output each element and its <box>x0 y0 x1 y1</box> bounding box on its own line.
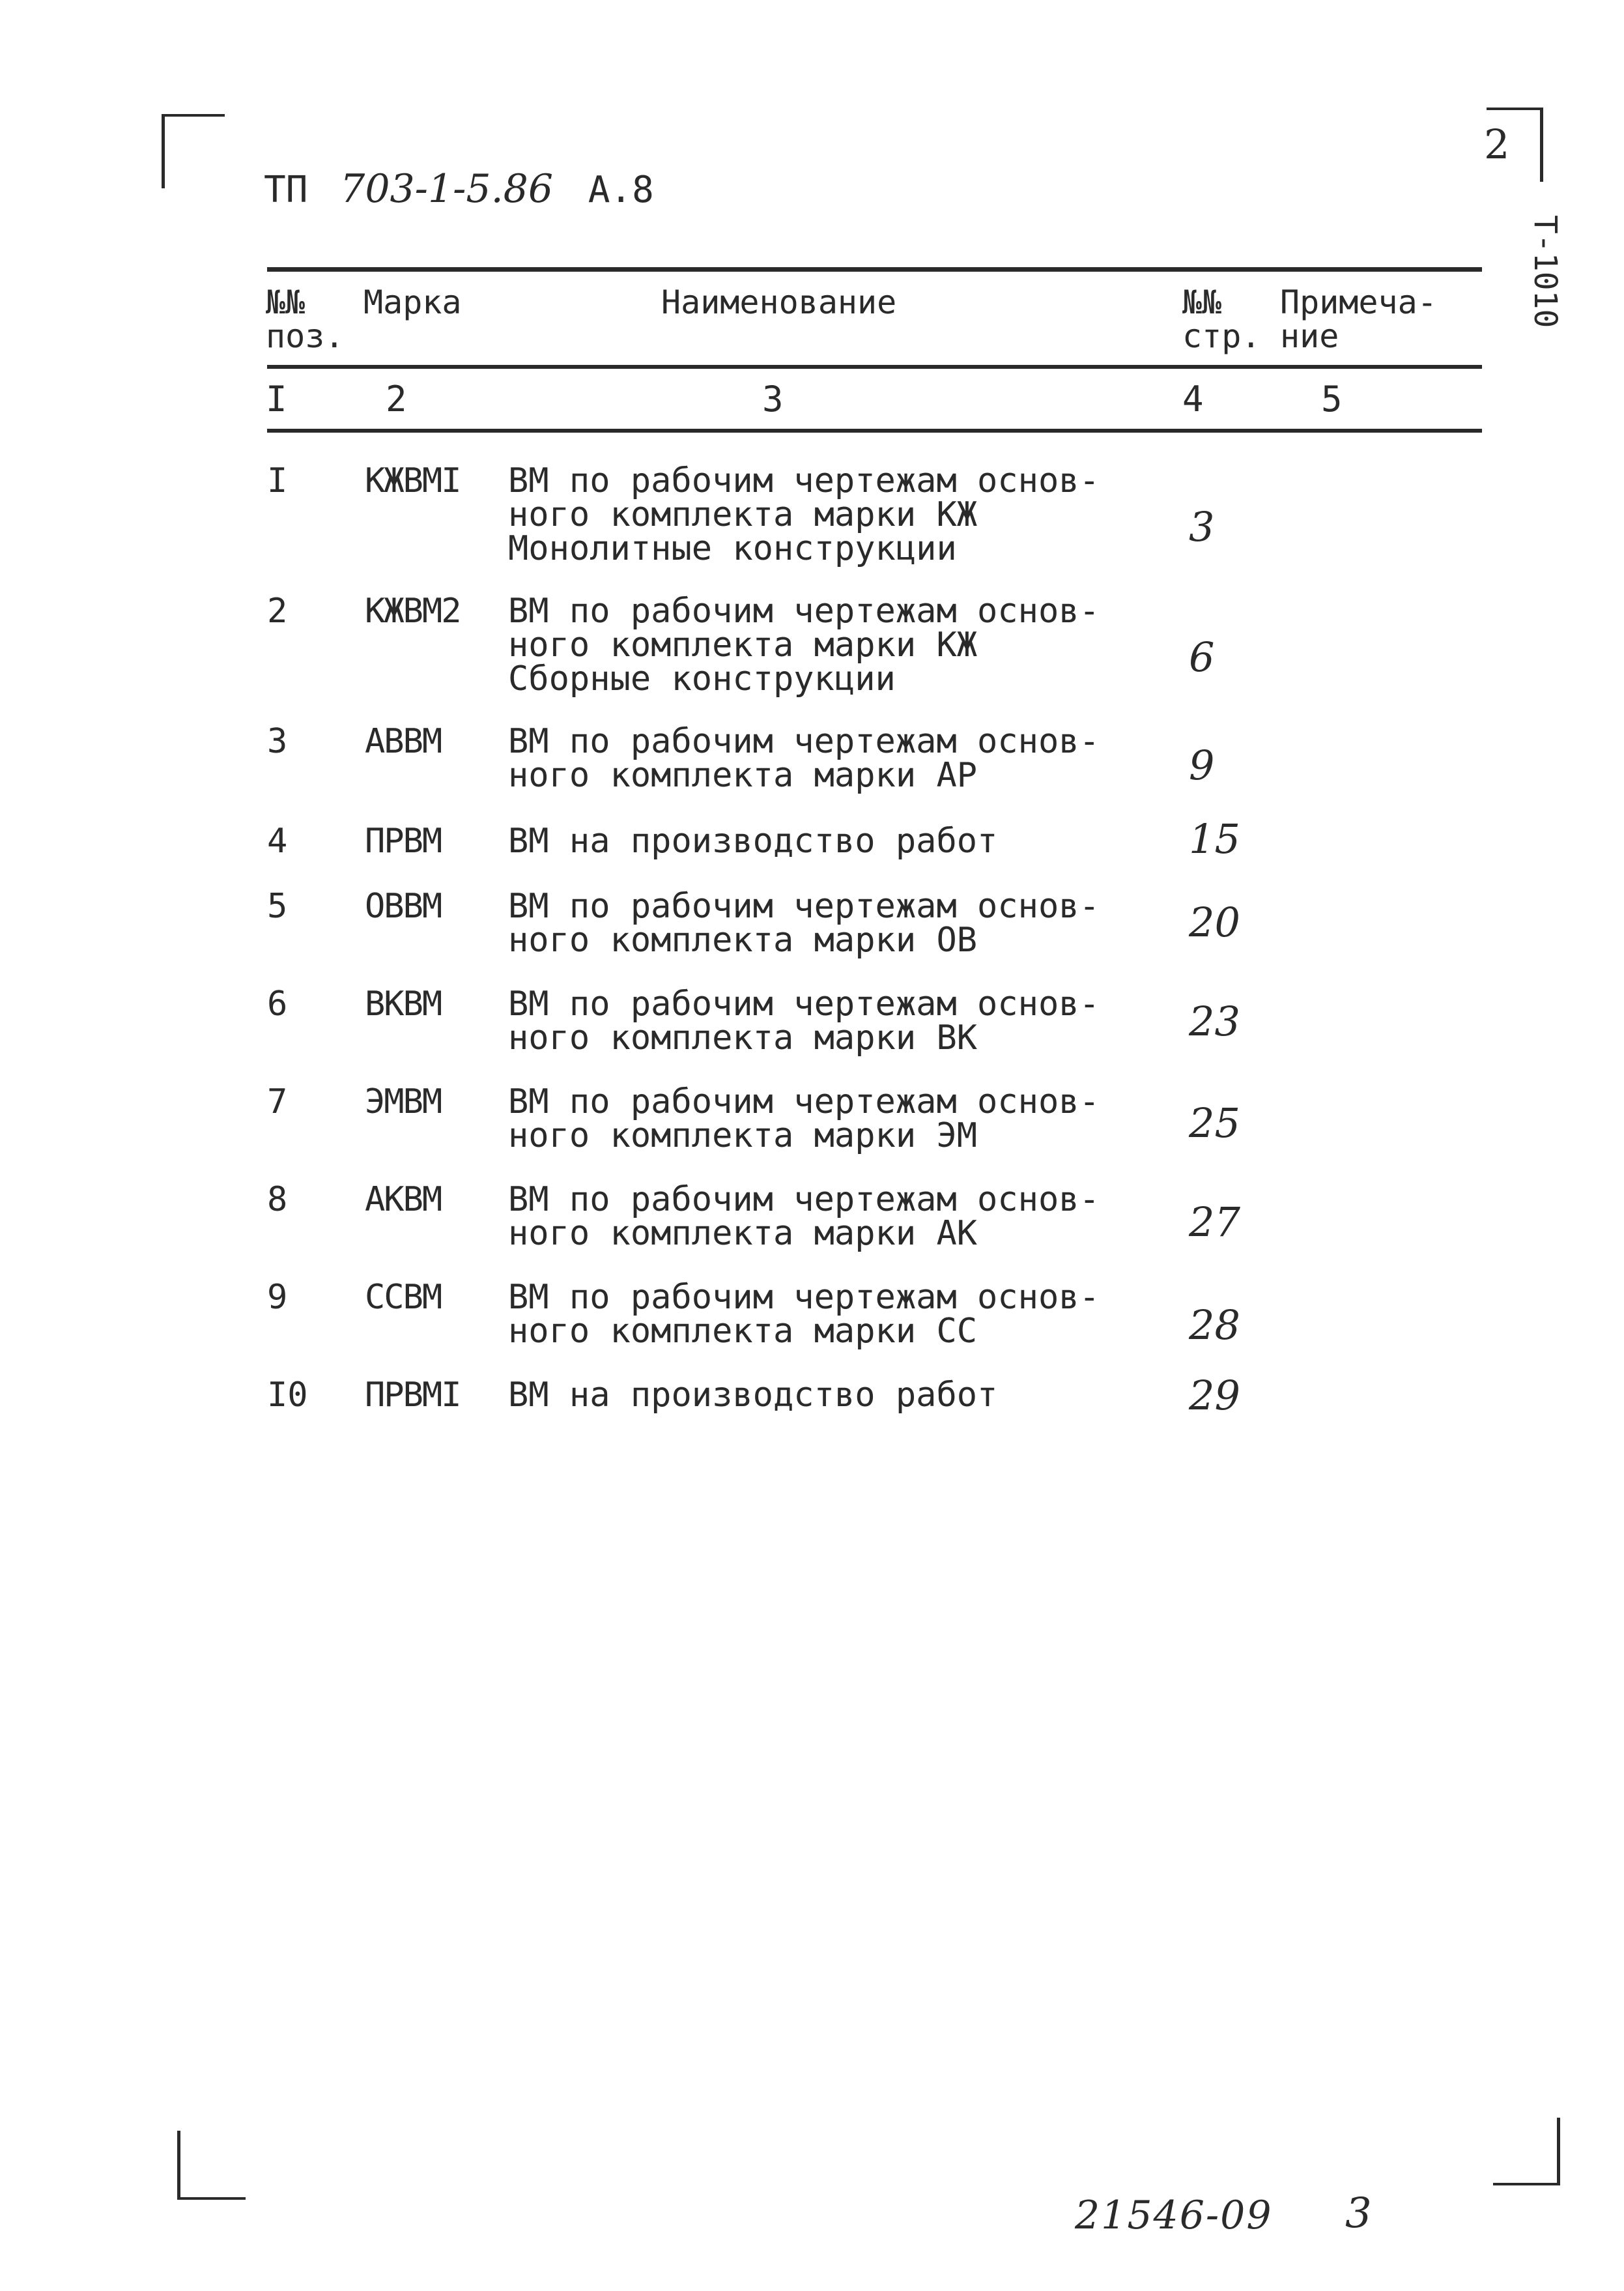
row-page: 29 <box>1189 1372 1240 1419</box>
row-name: ВМ по рабочим чертежам основ- ного комплекта марки ВК <box>508 985 1100 1058</box>
row-position: I0 <box>267 1376 308 1415</box>
col-header-position: №№ поз. <box>266 283 345 355</box>
col-index-2: 2 <box>386 379 407 420</box>
row-position: 9 <box>267 1278 288 1317</box>
row-name: ВМ по рабочим чертежам основ- ного комплекта марки КЖ Монолитные конструкции <box>508 461 1100 568</box>
doc-number: 703-1-5.86 <box>340 166 553 212</box>
side-code: Т-1010 <box>1527 215 1563 328</box>
row-position: 7 <box>267 1082 288 1121</box>
row-name: ВМ по рабочим чертежам основ- ного комплекта марки СС <box>508 1278 1100 1351</box>
row-mark: ПРВМ <box>365 822 442 861</box>
col-index-4: 4 <box>1182 379 1204 420</box>
row-position: 8 <box>267 1180 288 1219</box>
row-name: ВМ по рабочим чертежам основ- ного комплекта марки АК <box>508 1180 1100 1253</box>
row-name: ВМ по рабочим чертежам основ- ного комплекта марки ЭМ <box>508 1082 1100 1155</box>
sheet-number: 2 <box>1484 121 1510 168</box>
corner-mark-top-left <box>162 114 225 188</box>
col-header-mark: Марка <box>363 283 462 321</box>
row-mark: ССВМ <box>365 1278 442 1317</box>
row-page: 27 <box>1189 1198 1240 1246</box>
footer-page-number: 3 <box>1345 2189 1372 2238</box>
row-position: 5 <box>267 887 288 926</box>
row-name: ВМ по рабочим чертежам основ- ного комплекта марки ОВ <box>508 887 1100 960</box>
document-title <box>264 166 654 212</box>
column-index-rule <box>267 429 1482 433</box>
row-position: 2 <box>267 592 288 631</box>
col-header-note: Примеча- ние <box>1280 283 1437 355</box>
col-header-name: Наименование <box>661 283 897 321</box>
row-position: 6 <box>267 985 288 1024</box>
row-mark: ВКВМ <box>365 985 442 1024</box>
row-name: ВМ на производство работ <box>508 1376 998 1415</box>
row-name: ВМ на производство работ <box>508 822 998 861</box>
col-index-1: I <box>266 379 287 420</box>
row-name: ВМ по рабочим чертежам основ- ного комплекта марки КЖ Сборные конструкции <box>508 592 1100 699</box>
row-mark: ПРВМI <box>365 1376 461 1415</box>
row-page: 20 <box>1189 899 1240 946</box>
col-header-page: №№ стр. <box>1182 283 1261 355</box>
row-page: 3 <box>1189 503 1215 551</box>
row-mark: ОВВМ <box>365 887 442 926</box>
col-index-3: 3 <box>762 379 784 420</box>
row-position: 3 <box>267 722 288 761</box>
col-index-5: 5 <box>1321 379 1343 420</box>
row-mark: АВВМ <box>365 722 442 761</box>
row-mark: АКВМ <box>365 1180 442 1219</box>
row-page: 25 <box>1189 1099 1240 1147</box>
album-label: А.8 <box>588 169 654 211</box>
row-position: 4 <box>267 822 288 861</box>
corner-mark-bottom-left <box>177 2131 246 2200</box>
inventory-number: 21546-09 <box>1075 2193 1273 2238</box>
row-page: 15 <box>1189 815 1240 863</box>
row-position: I <box>267 461 288 500</box>
header-separator-rule <box>267 365 1482 369</box>
row-page: 6 <box>1189 633 1215 681</box>
corner-mark-bottom-right <box>1493 2118 1560 2185</box>
table-top-rule <box>267 267 1482 272</box>
doc-prefix: ТП <box>264 169 308 211</box>
row-page: 28 <box>1189 1301 1240 1349</box>
row-mark: КЖВМ2 <box>365 592 461 631</box>
row-mark: КЖВМI <box>365 461 461 500</box>
row-mark: ЭМВМ <box>365 1082 442 1121</box>
row-page: 23 <box>1189 998 1240 1045</box>
row-name: ВМ по рабочим чертежам основ- ного комплекта марки АР <box>508 722 1100 795</box>
row-page: 9 <box>1189 742 1215 789</box>
